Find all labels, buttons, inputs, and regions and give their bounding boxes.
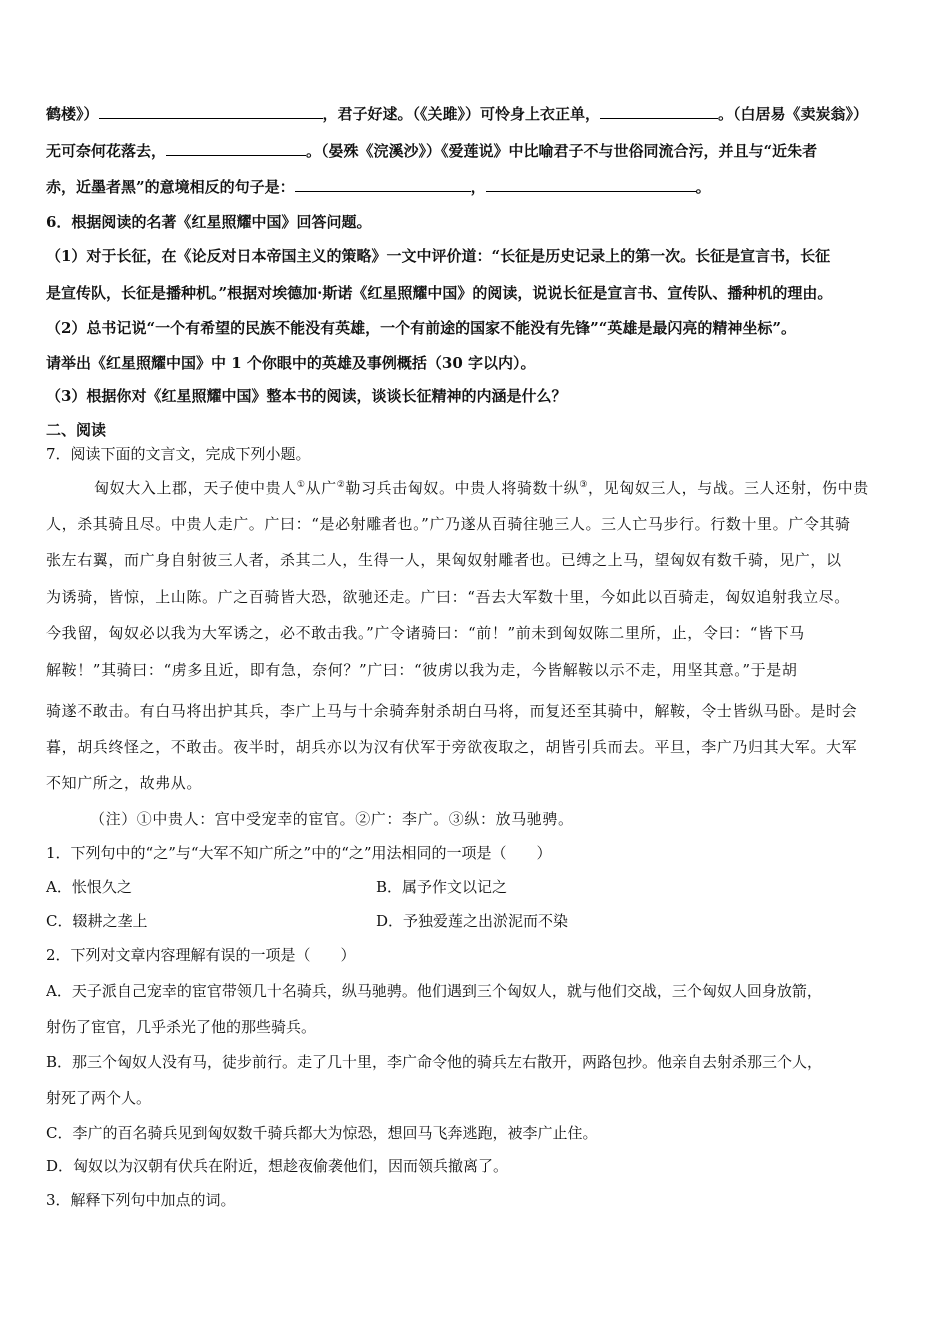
passage-line-9: 不知广所之，故弗从。 (46, 774, 203, 792)
q6-sub2-line2: 请举出《红星照耀中国》中 1 个你眼中的英雄及事例概括（30 字以内）。 (46, 354, 536, 372)
footnote-marker: ① (296, 480, 306, 490)
text-fragment: 赤，近墨者黑”的意境相反的句子是： (46, 178, 295, 196)
passage-line-7: 骑遂不敢击。有白马将出护其兵，李广上马与十余骑奔射杀胡白马将，而复还至其骑中，解鞍，令士皆纵马卧。是时会 (46, 702, 858, 720)
passage-line-3: 张左右翼，而广身自射彼三人者，杀其二人，生得一人，果匈奴射雕者也。已缚之上马，望匈奴有数千骑，见广，以 (46, 551, 842, 569)
answer-blank[interactable] (166, 141, 306, 156)
passage-note: （注）①中贵人：宫中受宠幸的宦官。②广：李广。③纵：放马驰骋。 (90, 810, 574, 828)
sq1-stem: 1．下列句中的“之”与“大军不知广所之”中的“之”用法相同的一项是（ ） (46, 844, 552, 862)
passage-line-1 (94, 478, 906, 498)
answer-blank[interactable] (99, 104, 323, 119)
section-heading: 二、阅读 (46, 421, 107, 439)
text-fragment: 匈奴大入上郡，天子使中贵人 (94, 479, 297, 497)
passage-line-6: 解鞍！”其骑曰：“虏多且近，即有急，奈何？”广曰：“彼虏以我为走，今皆解鞍以示不走，用坚其意。”于是胡 (46, 661, 798, 679)
text-fragment: ， (470, 178, 486, 196)
sq2-option-b-line1[interactable]: B．那三个匈奴人没有马，徒步前行。走了几十里，李广命令他的骑兵左右散开，两路包抄。他亲自去射杀那三个人， (46, 1053, 823, 1071)
fill-line-3 (46, 177, 906, 197)
text-fragment: ，见匈奴三人，与战。三人还射，伤中贵 (588, 479, 869, 497)
fill-line-1 (46, 104, 906, 124)
sq1-option-c[interactable]: C．辍耕之垄上 (46, 912, 148, 930)
q7-title: 7．阅读下面的文言文，完成下列小题。 (46, 445, 311, 463)
q6-sub1-line2: 是宣传队，长征是播种机。”根据对埃德加·斯诺《红星照耀中国》的阅读，说说长征是宣言书、宣传队、播种机的理由。 (46, 284, 833, 302)
answer-blank[interactable] (295, 177, 471, 192)
passage-line-5: 今我留，匈奴必以我为大军诱之，必不敢击我。”广令诸骑曰：“前！”前未到匈奴陈二里所，止，令曰：“皆下马 (46, 624, 805, 642)
text-fragment: 从广 (305, 479, 337, 497)
text-fragment: 。 (695, 178, 711, 196)
sq2-stem: 2．下列对文章内容理解有误的一项是（ ） (46, 946, 356, 964)
q6-title: 6．根据阅读的名著《红星照耀中国》回答问题。 (46, 213, 372, 231)
sq3-stem: 3．解释下列句中加点的词。 (46, 1191, 236, 1209)
text-fragment: 勒习兵击匈奴。中贵人将骑数十纵 (345, 479, 580, 497)
text-fragment: 无可奈何花落去， (46, 142, 167, 160)
fill-line-2 (46, 141, 906, 161)
passage-line-8: 暮，胡兵终怪之，不敢击。夜半时，胡兵亦以为汉有伏军于旁欲夜取之，胡皆引兵而去。平旦，李广乃归其大军。大军 (46, 738, 858, 756)
sq1-option-b[interactable]: B．属予作文以记之 (376, 878, 508, 896)
sq2-option-a-line2[interactable]: 射伤了宦官，几乎杀光了他的那些骑兵。 (46, 1018, 317, 1036)
passage-line-4: 为诱骑，皆惊，上山陈。广之百骑皆大恐，欲驰还走。广曰：“吾去大军数十里，今如此以百骑走，匈奴追射我立尽。 (46, 588, 850, 606)
footnote-marker: ② (336, 480, 346, 490)
text-fragment: 。（晏殊《浣溪沙》）《爱莲说》中比喻君子不与世俗同流合污，并且与“近朱者 (306, 142, 818, 160)
sq2-option-c[interactable]: C．李广的百名骑兵见到匈奴数千骑兵都大为惊恐，想回马飞奔逃跑，被李广止住。 (46, 1124, 598, 1142)
text-fragment: ，君子好逑。（《关雎》）可怜身上衣正单， (322, 105, 601, 123)
passage-line-2: 人，杀其骑且尽。中贵人走广。广曰：“是必射雕者也。”广乃遂从百骑往驰三人。三人亡马步行。行数十里。广令其骑 (46, 515, 851, 533)
text-fragment: 。（白居易《卖炭翁》） (718, 105, 869, 123)
answer-blank[interactable] (600, 104, 718, 119)
sq2-option-a-line1[interactable]: A．天子派自己宠幸的宦官带领几十名骑兵，纵马驰骋。他们遇到三个匈奴人，就与他们交战，三个匈奴人回身放箭， (46, 982, 822, 1000)
q6-sub1-line1: （1）对于长征，在《论反对日本帝国主义的策略》一文中评价道：“长征是历史记录上的第一次。长征是宣言书，长征 (46, 247, 831, 265)
answer-blank[interactable] (486, 177, 696, 192)
sq2-option-d[interactable]: D．匈奴以为汉朝有伏兵在附近，想趁夜偷袭他们，因而领兵撤离了。 (46, 1157, 509, 1175)
text-fragment: 鹤楼》） (46, 105, 99, 123)
sq1-option-a[interactable]: A．怅恨久之 (46, 878, 132, 896)
q6-sub3: （3）根据你对《红星照耀中国》整本书的阅读，谈谈长征精神的内涵是什么？ (46, 387, 567, 405)
footnote-marker: ③ (579, 480, 589, 490)
q6-sub2-line1: （2）总书记说“一个有希望的民族不能没有英雄，一个有前途的国家不能没有先锋”“英雄是最闪亮的精神坐标”。 (46, 319, 796, 337)
sq1-option-d[interactable]: D．予独爱莲之出淤泥而不染 (376, 912, 569, 930)
sq2-option-b-line2[interactable]: 射死了两个人。 (46, 1089, 152, 1107)
